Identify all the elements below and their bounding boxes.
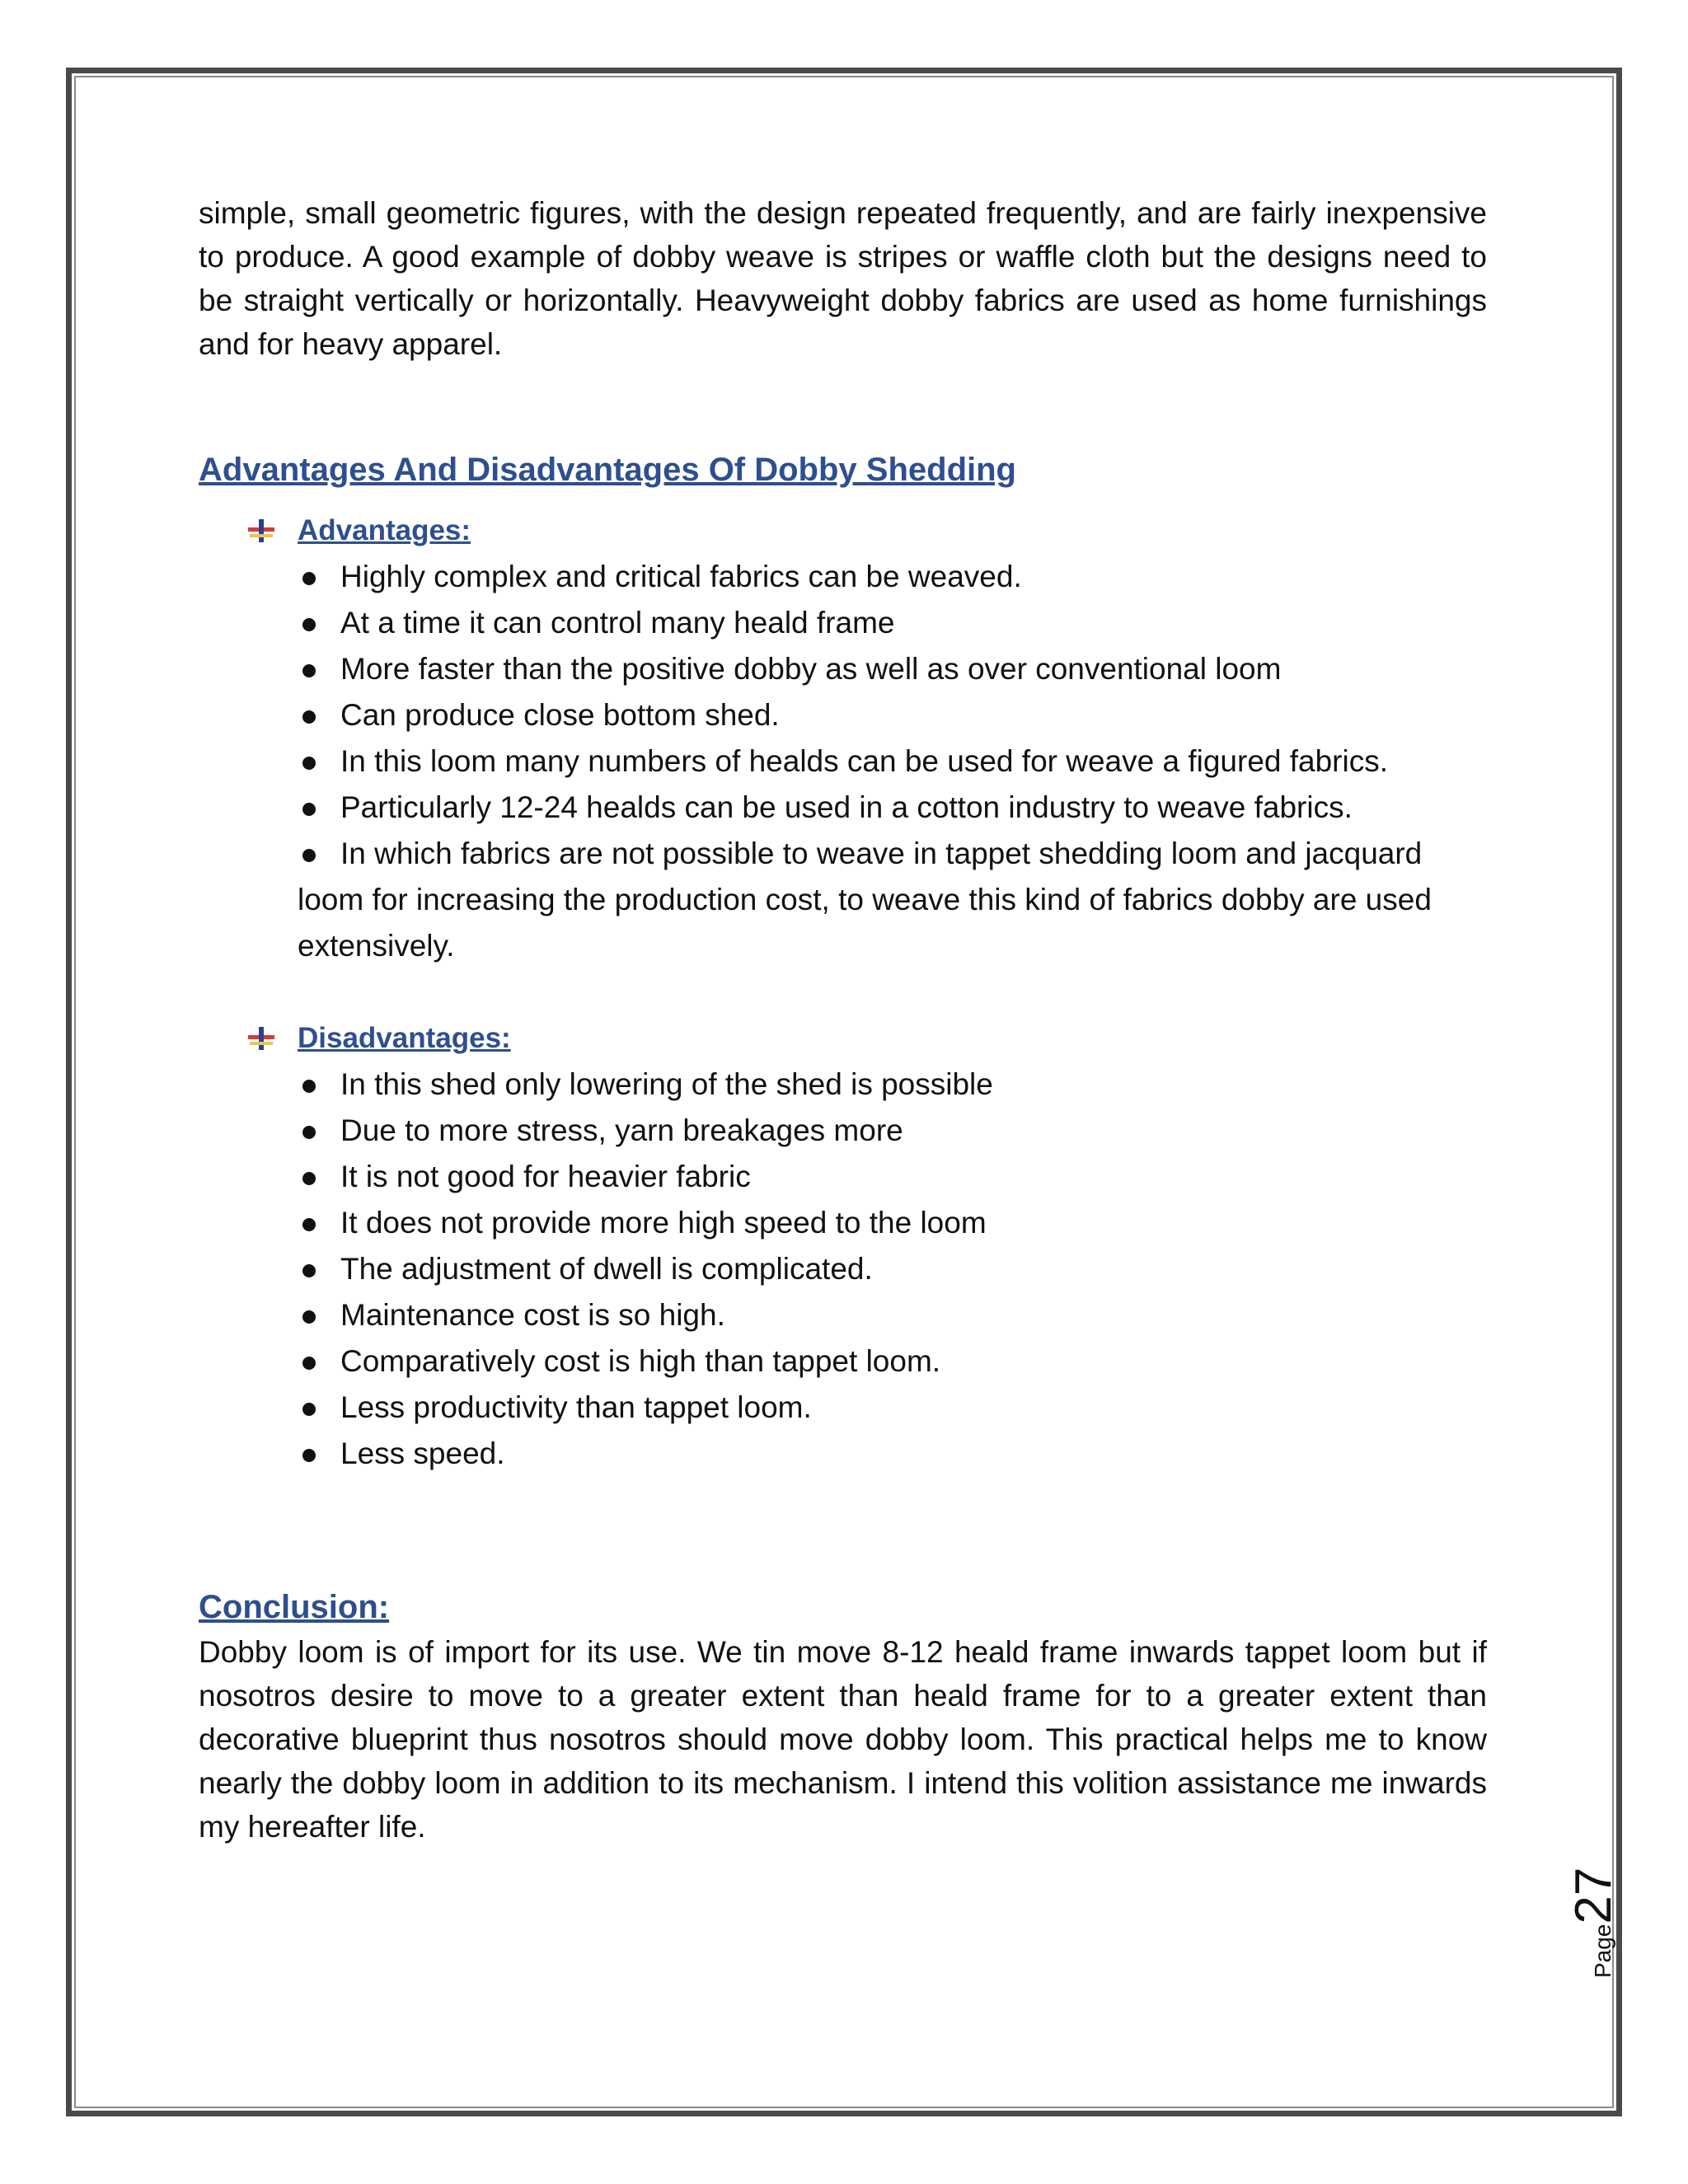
arrow-bullet-icon: [246, 518, 276, 544]
bullet-icon: [302, 1449, 316, 1462]
bullet-icon: [302, 849, 316, 862]
bullet-icon: [302, 618, 316, 631]
bullet-icon: [302, 572, 316, 585]
bullet-icon: [302, 1126, 316, 1139]
list-item: [298, 1385, 1487, 1431]
intro-paragraph: simple, small geometric figures, with the design repeated frequently, and are fairly inexpensive to produce. A good example of dobby weave is stripes or waffle cloth but the designs need to be straight vertically or horizontally. Heavyweight dobby fabrics are used as home furnishings and for heavy apparel.: [199, 196, 1487, 361]
bullet-icon: [302, 1264, 316, 1277]
conclusion-paragraph: Dobby loom is of import for its use. We tin move 8-12 heald frame inwards tappet loom but if nosotros desire to move to a greater extent than heald frame for to a greater extent than decorative blueprint thus nosotros should move dobby loom. This practical helps me to know nearly the dobby loom in addition to its mechanism. I intend this volition assistance me inwards my hereafter life.: [199, 1635, 1487, 1844]
bullet-icon: [302, 803, 316, 816]
bullet-icon: [302, 1218, 316, 1231]
list-item-text: At a time it can control many heald frame: [340, 606, 895, 640]
bullet-icon: [302, 710, 316, 724]
list-item-text: Particularly 12-24 healds can be used in a cotton industry to weave fabrics.: [340, 790, 1353, 824]
list-item: [298, 1108, 1487, 1154]
list-item: [298, 831, 1487, 969]
bullet-icon: [302, 1403, 316, 1416]
document-body: [199, 191, 1487, 1849]
list-item-text: Less productivity than tappet loom.: [340, 1390, 812, 1424]
list-item-text: Less speed.: [340, 1436, 505, 1470]
bullet-icon: [302, 1357, 316, 1370]
list-item: [298, 785, 1487, 831]
list-item-text: More faster than the positive dobby as well as over conventional loom: [340, 652, 1282, 686]
page-digit: 27: [1565, 1867, 1622, 1924]
bullet-icon: [302, 1172, 316, 1185]
list-item: [298, 738, 1487, 785]
advantages-subheading: [298, 508, 1487, 554]
arrow-bullet-icon: [246, 1025, 276, 1052]
list-item: [298, 554, 1487, 600]
section-heading: Advantages And Disadvantages Of Dobby Shedding: [199, 452, 1016, 488]
list-item-text: In this loom many numbers of healds can be used for weave a figured fabrics.: [340, 744, 1389, 778]
list-item: [298, 1292, 1487, 1338]
list-item-text: Due to more stress, yarn breakages more: [340, 1113, 903, 1147]
advantages-list: [199, 554, 1487, 969]
list-item: [298, 646, 1487, 692]
list-item-text: Highly complex and critical fabrics can be weaved.: [340, 560, 1022, 593]
list-item: [298, 1200, 1487, 1246]
list-item: [298, 1431, 1487, 1477]
page-number: [1548, 1854, 1630, 1978]
list-item-text: In which fabrics are not possible to weave in tappet shedding loom and jacquard loom for increasing the production cost, to weave this kind of fabrics dobby are used extensively.: [298, 837, 1432, 963]
list-item-text: In this shed only lowering of the shed is possible: [340, 1067, 993, 1101]
page-word: Page: [1590, 1924, 1615, 1978]
bullet-icon: [302, 757, 316, 770]
list-item-text: Maintenance cost is so high.: [340, 1298, 725, 1332]
bullet-icon: [302, 1310, 316, 1324]
bullet-icon: [302, 1080, 316, 1093]
list-item-text: Comparatively cost is high than tappet loom.: [340, 1344, 941, 1378]
conclusion-heading: Conclusion:: [199, 1589, 390, 1625]
list-item: [298, 1154, 1487, 1200]
list-item: [298, 1338, 1487, 1385]
list-item-text: It is not good for heavier fabric: [340, 1160, 751, 1193]
list-item: [298, 1062, 1487, 1108]
list-item: [298, 600, 1487, 646]
list-item: [298, 1246, 1487, 1292]
advantages-label: Advantages:: [298, 514, 471, 546]
list-item-text: It does not provide more high speed to the loom: [340, 1206, 987, 1240]
bullet-icon: [302, 664, 316, 677]
list-item-text: The adjustment of dwell is complicated.: [340, 1252, 873, 1286]
disadvantages-list: [199, 1062, 1487, 1477]
disadvantages-subheading: [298, 1015, 1487, 1062]
disadvantages-label: Disadvantages:: [298, 1022, 511, 1054]
list-item-text: Can produce close bottom shed.: [340, 698, 780, 732]
list-item: [298, 692, 1487, 738]
